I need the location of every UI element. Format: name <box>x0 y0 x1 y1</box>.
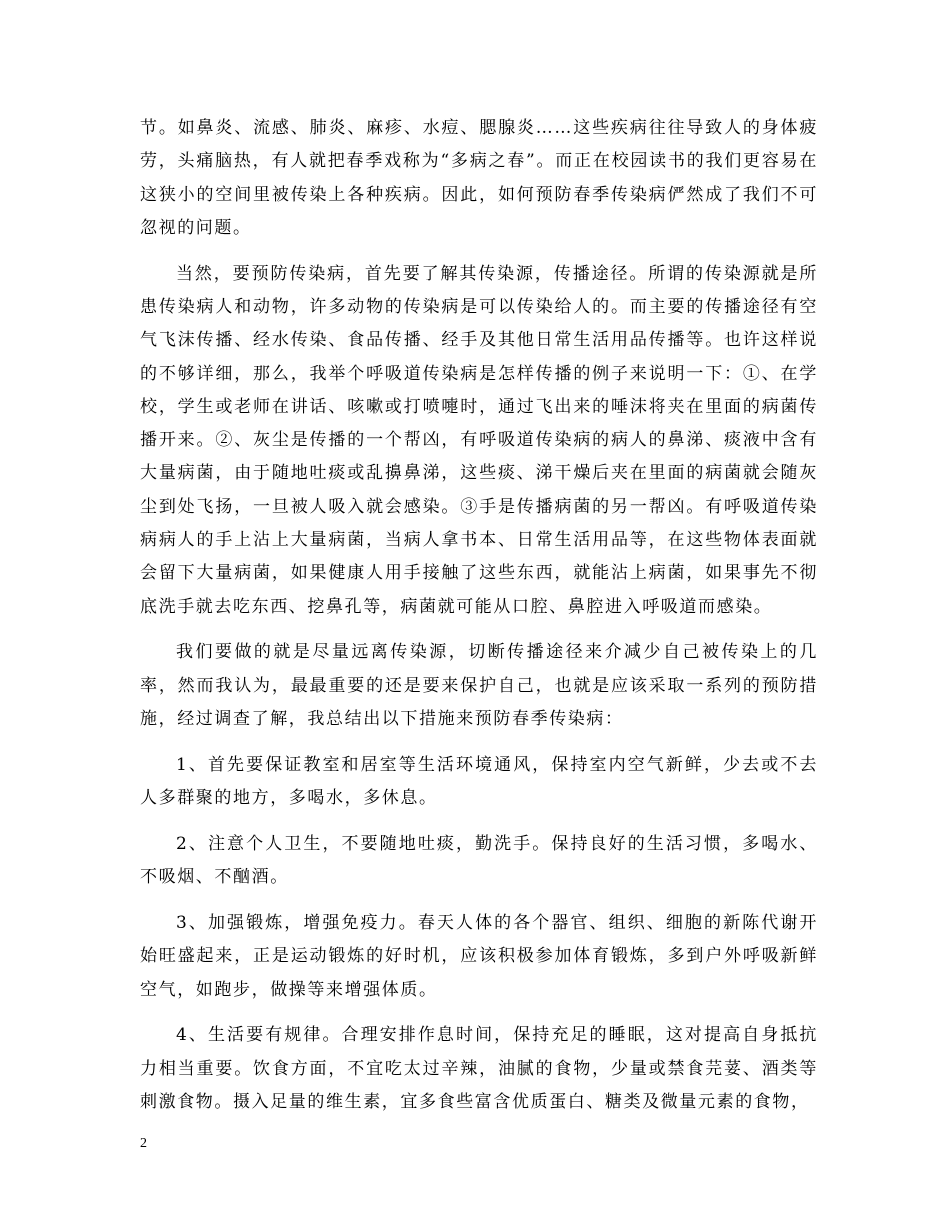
list-item-ventilation: 1、首先要保证教室和居室等生活环境通风，保持室内空气新鲜，少去或不去人多群聚的地方，多喝水，多休息。 <box>140 754 818 809</box>
list-item-exercise: 3、加强锻炼，增强免疫力。春天人体的各个器官、组织、细胞的新陈代谢开始旺盛起来，正是运动锻炼的好时机，应该积极参加体育锻炼，多到户外呼吸新鲜空气，如跑步，做操等来增强体质。 <box>140 913 818 1000</box>
paragraph-transmission-routes: 当然，要预防传染病，首先要了解其传染源，传播途径。所谓的传染源就是所患传染病人和动物，许多动物的传染病是可以传染给人的。而主要的传播途径有空气飞沫传播、经水传染、食品传播、经手及其他日常生活用品传播等。也许这样说的不够详细，那么，我举个呼吸道传染病是怎样传播的例子来说明一下：①、在学校，学生或老师在讲话、咳嗽或打喷嚏时，通过飞出来的唾沫将夹在里面的病菌传播开来。②、灰尘是传播的一个帮凶，有呼吸道传染病的病人的鼻涕、痰液中含有大量病菌，由于随地吐痰或乱擤鼻涕，这些痰、涕干燥后夹在里面的病菌就会随灰尘到处飞扬，一旦被人吸入就会感染。③手是传播病菌的另一帮凶。有呼吸道传染病病人的手上沾上大量病菌，当病人拿书本、日常生活用品等，在这些物体表面就会留下大量病菌，如果健康人用手接触了这些东西，就能沾上病菌，如果事先不彻底洗手就去吃东西、挖鼻孔等，病菌就可能从口腔、鼻腔进入呼吸道而感染。 <box>140 263 818 617</box>
list-item-hygiene: 2、注意个人卫生，不要随地吐痰，勤洗手。保持良好的生活习惯，多喝水、不吸烟、不酗酒。 <box>140 833 818 888</box>
paragraph-continuation: 节。如鼻炎、流感、肺炎、麻疹、水痘、腮腺炎……这些疾病往往导致人的身体疲劳，头痛脑热，有人就把春季戏称为“多病之春”。而正在校园读书的我们更容易在这狭小的空间里被传染上各种疾病。因此，如何预防春季传染病俨然成了我们不可忽视的问题。 <box>140 118 818 238</box>
paragraph-prevention-intro: 我们要做的就是尽量远离传染源，切断传播途径来介减少自己被传染上的几率，然而我认为，最最重要的还是要来保护自己，也就是应该采取一系列的预防措施，经过调查了解，我总结出以下措施来预防春季传染病： <box>140 642 818 730</box>
page-number: 2 <box>140 1136 147 1151</box>
list-item-routine: 4、生活要有规律。合理安排作息时间，保持充足的睡眠，这对提高自身抵抗力相当重要。饮食方面，不宜吃太过辛辣，油腻的食物，少量或禁食芫荽、酒类等刺激食物。摄入足量的维生素，宜多食些富含优质蛋白、糖类及微量元素的食物， <box>140 1025 818 1113</box>
document-body <box>140 112 818 1132</box>
